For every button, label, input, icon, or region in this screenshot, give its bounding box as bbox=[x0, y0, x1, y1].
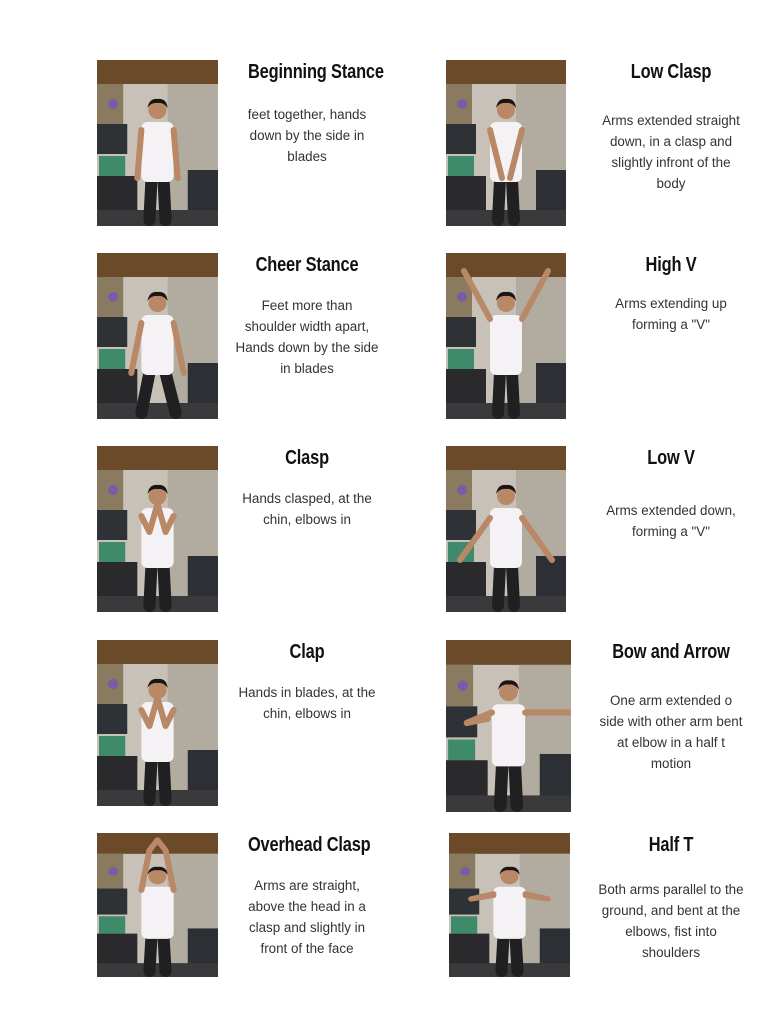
pose-photo bbox=[446, 640, 571, 812]
pose-photo bbox=[97, 60, 218, 226]
move-description: Feet more than shoulder width apart, Hands down by the side in blades bbox=[235, 298, 379, 376]
move-description: Arms extending up forming a "V" bbox=[615, 296, 727, 332]
move-title: Beginning Stance bbox=[247, 61, 384, 83]
move-description: One arm extended o side with other arm bent at elbow in a half t motion bbox=[599, 693, 743, 771]
pose-photo bbox=[97, 446, 218, 612]
pose-photo bbox=[446, 60, 566, 226]
move-title: Clap bbox=[289, 641, 325, 663]
pose-photo bbox=[97, 253, 218, 419]
pose-photo bbox=[97, 640, 218, 806]
move-title: Overhead Clasp bbox=[247, 834, 371, 856]
move-description: Arms are straight, above the head in a clasp and slightly in front of the face bbox=[248, 878, 366, 956]
move-title: Bow and Arrow bbox=[612, 641, 730, 663]
move-description: Both arms parallel to the ground, and bent at the elbows, fist into shoulders bbox=[598, 882, 744, 960]
move-description: Hands clasped, at the chin, elbows in bbox=[242, 491, 372, 527]
move-description: Arms extended down, forming a "V" bbox=[606, 503, 736, 539]
pose-photo bbox=[446, 446, 566, 612]
move-title: Half T bbox=[648, 834, 694, 856]
move-description: Hands in blades, at the chin, elbows in bbox=[238, 685, 376, 721]
move-title: Low Clasp bbox=[630, 61, 712, 83]
move-title: Low V bbox=[647, 447, 695, 469]
pose-photo bbox=[446, 253, 566, 419]
move-description: Arms extended straight down, in a clasp and slightly infront of the body bbox=[602, 113, 740, 191]
pose-photo bbox=[449, 833, 570, 977]
move-title: Clasp bbox=[285, 447, 329, 469]
move-title: High V bbox=[645, 254, 697, 276]
pose-photo bbox=[97, 833, 218, 977]
move-title: Cheer Stance bbox=[255, 254, 359, 276]
move-description: feet together, hands down by the side in blades bbox=[247, 107, 367, 164]
